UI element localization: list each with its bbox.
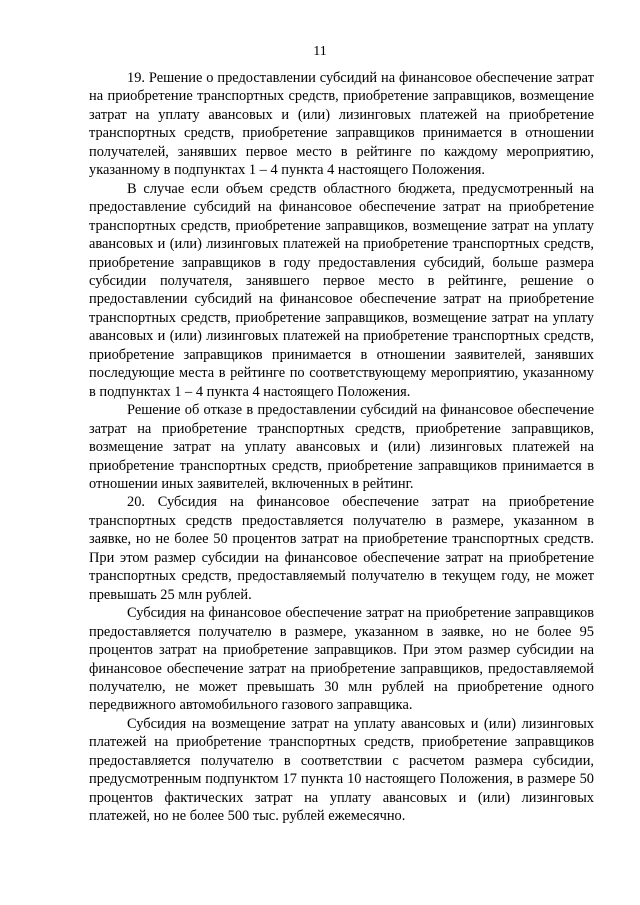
document-body: [89, 69, 594, 826]
paragraph-refuelers-subsidy: Субсидия на финансовое обеспечение затрат на приобретение заправщиков предоставляется получателю в размере, указанном в заявке, но не более 95 процентов затрат на приобретение заправщиков. При этом размер субсидии на финансовое обеспечение затрат на приобретение заправщиков, предоставляемой получателю, не может превышать 30 млн рублей на приобретение одного передвижного автомобильного газового заправщика.: [89, 605, 594, 714]
paragraph-leasing-subsidy: Субсидия на возмещение затрат на уплату авансовых и (или) лизинговых платежей на приобретение транспортных средств, приобретение заправщиков предоставляется получателю в соответствии с расчетом размера субсидии, предусмотренным подпунктом 17 пункта 10 настоящего Положения, в размере 50 процентов фактических затрат на уплату авансовых и (или) лизинговых платежей, но не более 500 тыс. рублей ежемесячно.: [89, 715, 594, 825]
page-number: 11: [313, 44, 327, 59]
paragraph-refusal: Решение об отказе в предоставлении субсидий на финансовое обеспечение затрат на приобретение транспортных средств, приобретение заправщиков, возмещение затрат на уплату авансовых и (или) лизинговых платежей на приобретение транспортных средств, приобретение заправщиков принимается в отношении иных заявителей, включенных в рейтинг.: [89, 402, 594, 492]
paragraph-insufficient-funds: В случае если объем средств областного бюджета, предусмотренный на предоставление субсидий на финансовое обеспечение затрат на приобретение транспортных средств, приобретение заправщиков, возмещение затрат на уплату авансовых и (или) лизинговых платежей на приобретение транспортных средств, приобретение заправщиков в году предоставления субсидий, больше размера субсидии получателя, занявшего первое место в рейтинге, решение о предоставлении субсидий на финансовое обеспечение затрат на приобретение транспортных средств, приобретение заправщиков, возмещение затрат на уплату авансовых и (или) лизинговых платежей на приобретение транспортных средств, приобретение заправщиков принимается в отношении заявителей, занявших последующие места в рейтинге по соответствующему мероприятию, указанному в подпунктах 1 – 4 пункта 4 настоящего Положения.: [89, 180, 594, 400]
paragraph-20: 20. Субсидия на финансовое обеспечение затрат на приобретение транспортных средств предоставляется получателю в размере, указанном в заявке, но не более 50 процентов затрат на приобретение транспортных средств. При этом размер субсидии на финансовое обеспечение затрат на приобретение транспортных средств, предоставляемый получателю в текущем году, не может превышать 25 млн рублей.: [89, 494, 594, 603]
paragraph-19: 19. Решение о предоставлении субсидий на финансовое обеспечение затрат на приобретение транспортных средств, приобретение заправщиков, возмещение затрат на уплату авансовых и (или) лизинговых платежей на приобретение транспортных средств, приобретение заправщиков принимается в отношении получателей, занявших первое место в рейтинге по каждому мероприятию, указанному в подпунктах 1 – 4 пункта 4 настоящего Положения.: [89, 70, 594, 179]
